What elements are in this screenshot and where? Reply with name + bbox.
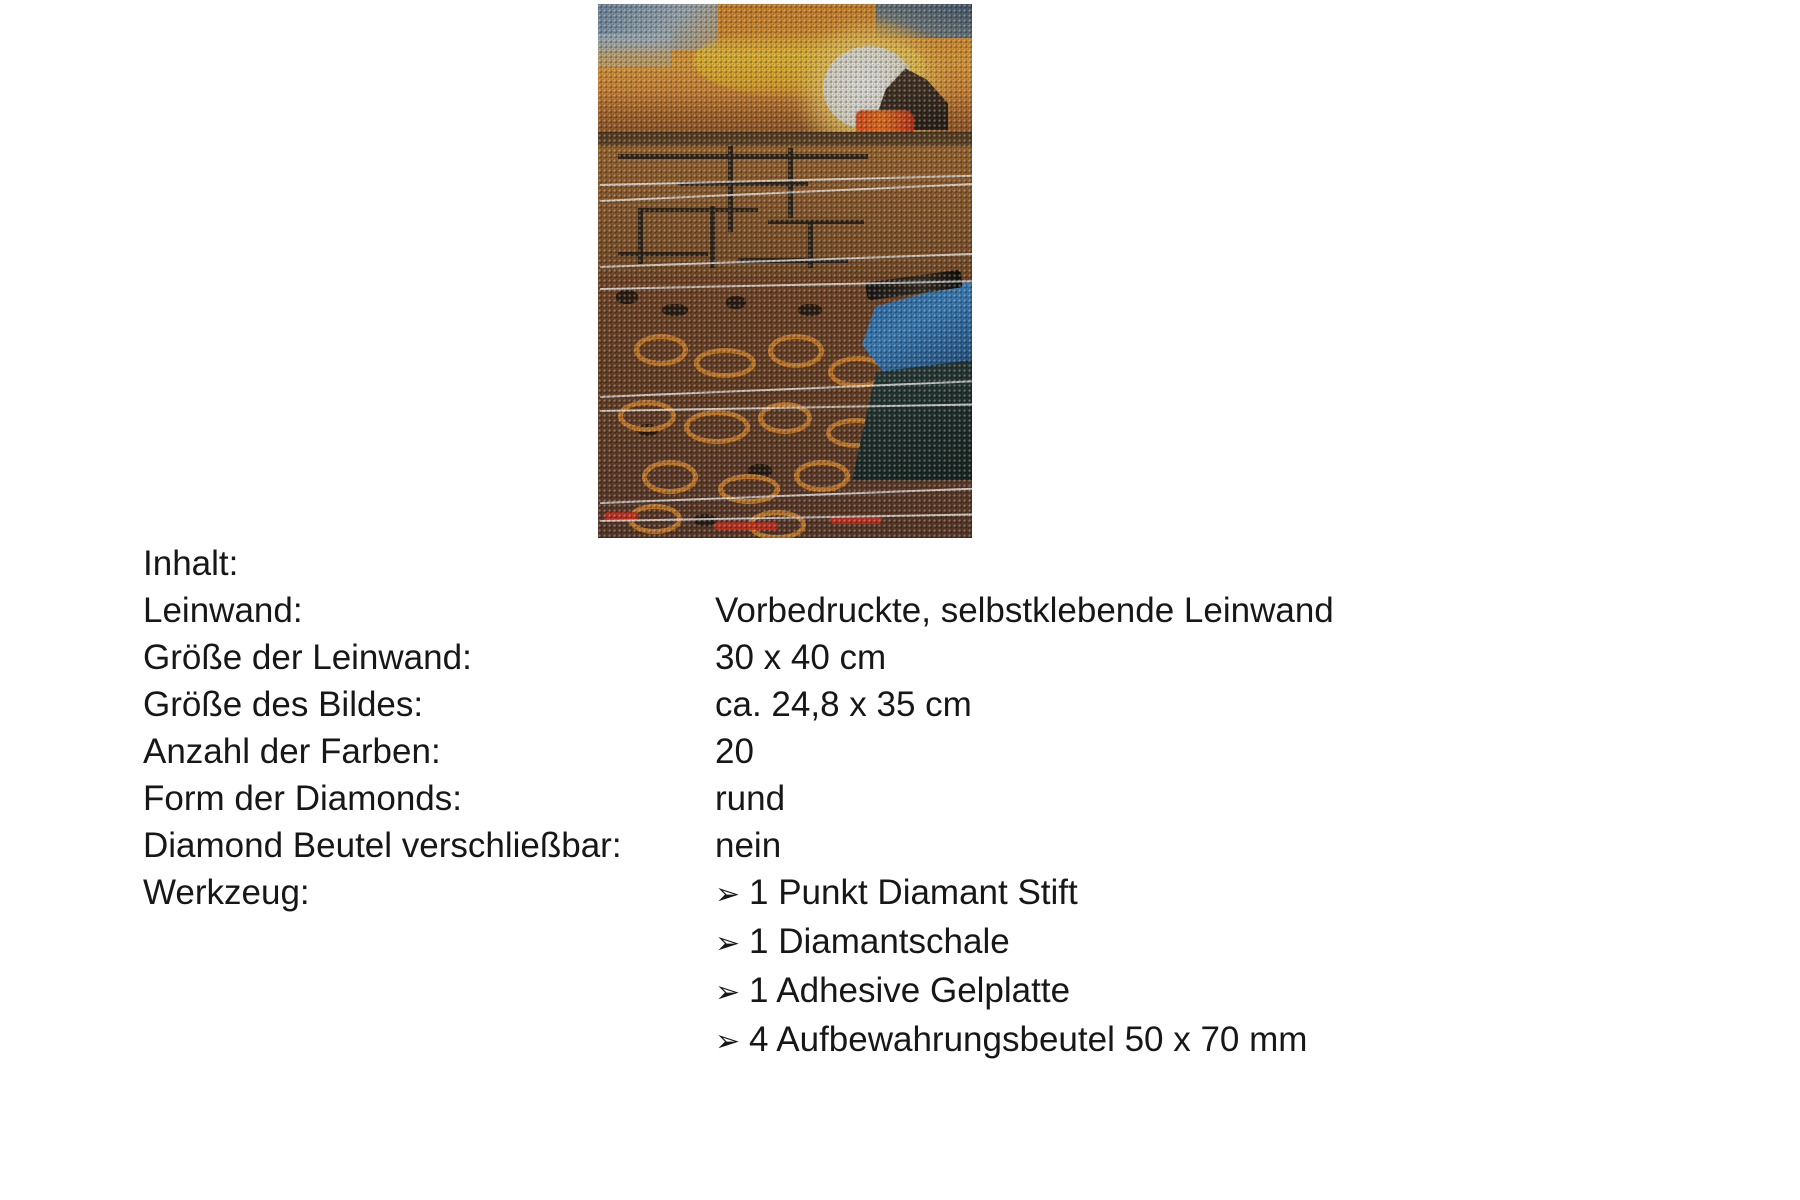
spec-value-canvas: Vorbedruckte, selbstklebende Leinwand bbox=[715, 591, 1334, 630]
spec-value-image-size: ca. 24,8 x 35 cm bbox=[715, 685, 972, 724]
spec-row-diamond-shape bbox=[143, 775, 1703, 822]
spec-value-color-count: 20 bbox=[715, 732, 754, 771]
spec-value-tools bbox=[715, 869, 1703, 1065]
arrow-bullet-icon: ➢ bbox=[715, 927, 741, 960]
spec-row-color-count bbox=[143, 728, 1703, 775]
artwork-canvas bbox=[598, 4, 972, 538]
tool-item-label: 4 Aufbewahrungsbeutel 50 x 70 mm bbox=[749, 1020, 1308, 1059]
spec-row-canvas-size bbox=[143, 634, 1703, 681]
arrow-bullet-icon: ➢ bbox=[715, 1025, 741, 1058]
list-item bbox=[715, 967, 1703, 1016]
spec-label-image-size: Größe des Bildes: bbox=[143, 685, 424, 724]
content-heading: Inhalt: bbox=[143, 544, 239, 583]
spec-label-resealable-bag: Diamond Beutel verschließbar: bbox=[143, 826, 622, 865]
tool-list bbox=[715, 869, 1703, 1065]
spec-label-canvas: Leinwand: bbox=[143, 591, 303, 630]
spec-label-canvas-size: Größe der Leinwand: bbox=[143, 638, 472, 677]
arrow-bullet-icon: ➢ bbox=[715, 976, 741, 1009]
tool-item-label: 1 Punkt Diamant Stift bbox=[749, 873, 1078, 912]
spec-value-diamond-shape: rund bbox=[715, 779, 786, 818]
list-item bbox=[715, 1016, 1703, 1065]
product-image bbox=[598, 4, 972, 538]
spec-value-canvas-size: 30 x 40 cm bbox=[715, 638, 887, 677]
spec-row-resealable-bag bbox=[143, 822, 1703, 869]
pier-structure bbox=[618, 146, 868, 272]
horizon-dark-band bbox=[598, 132, 972, 146]
cloud-left-lower-region bbox=[598, 34, 672, 68]
spec-row-tools bbox=[143, 869, 1703, 1065]
list-item bbox=[715, 918, 1703, 967]
spec-row-canvas bbox=[143, 587, 1703, 634]
spec-label-tools: Werkzeug: bbox=[143, 873, 310, 912]
list-item bbox=[715, 869, 1703, 918]
spec-heading-row bbox=[143, 540, 1703, 587]
tool-item-label: 1 Adhesive Gelplatte bbox=[749, 971, 1071, 1010]
spec-value-resealable-bag: nein bbox=[715, 826, 782, 865]
tool-item-label: 1 Diamantschale bbox=[749, 922, 1010, 961]
spec-row-image-size bbox=[143, 681, 1703, 728]
spec-label-diamond-shape: Form der Diamonds: bbox=[143, 779, 462, 818]
arrow-bullet-icon: ➢ bbox=[715, 878, 741, 911]
product-specifications bbox=[143, 540, 1703, 1065]
spec-label-color-count: Anzahl der Farben: bbox=[143, 732, 441, 771]
